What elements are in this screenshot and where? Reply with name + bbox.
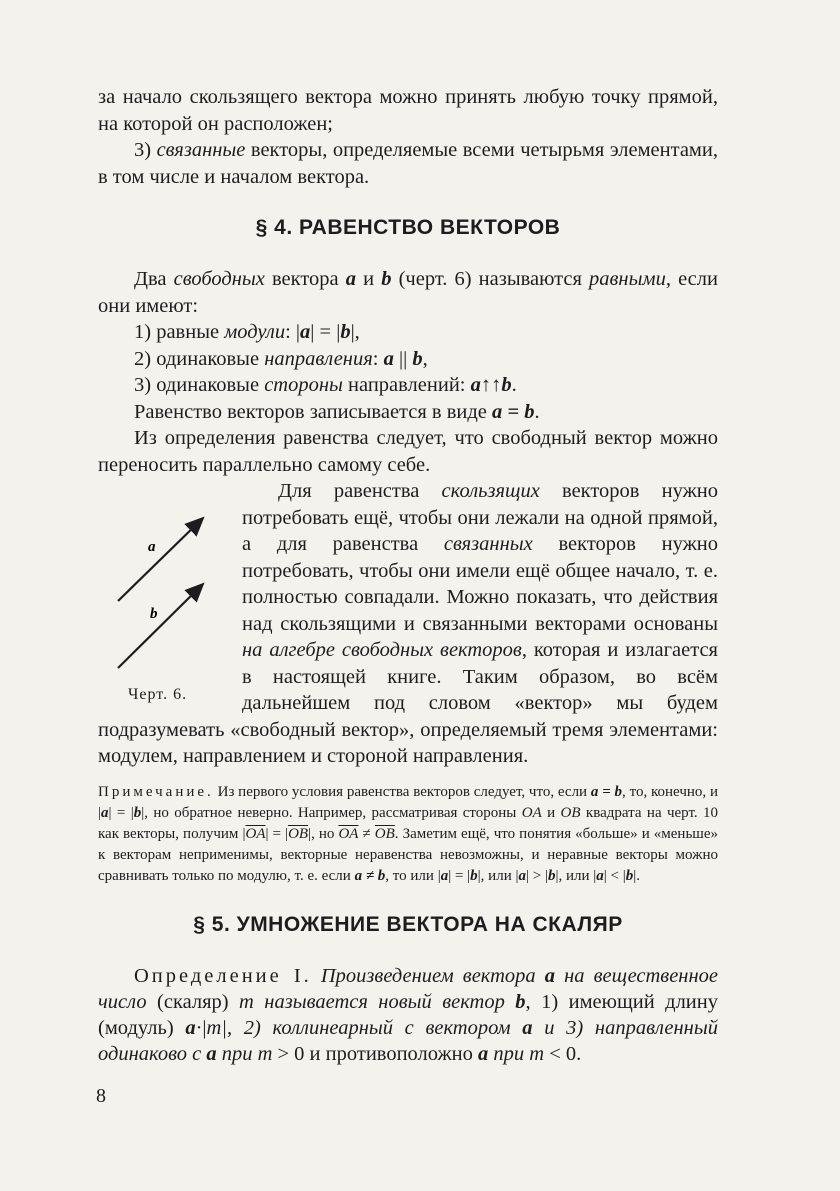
condition-3: 3) одинаковые стороны направлений: a↑↑b. bbox=[134, 374, 517, 396]
vector-a-arrow bbox=[118, 518, 203, 601]
sliding-bound-paragraph: Для равенства скользящих векторов нужно потребовать ещё, чтобы они лежали на одной прямой, а для равенства связанных векторов нужно потребовать, чтобы они имели ещё общее начало, т. е. полностью совпадали. Можно показать, что действия над скользящими и связанными векторами основаны на алгебре свободных векторов, которая и излагается в настоящей книге. Таким образом, во всём дальнейшем под словом «вектор» мы будем подразумевать «свободный вектор», определяемый тремя элементами: модулем, направлением и стороной направления. bbox=[98, 480, 719, 767]
definition-1: Определение I. Произведением вектора a на вещественное число (скаляр) m называется новый вектор b, 1) имеющий длину (модуль) a·|m|, 2) коллинеарный с вектором a и 3) направленный одинаково с a при m > 0 и противоположно a при m < 0. bbox=[98, 964, 718, 1065]
section-4-heading: § 4. РАВЕНСТВО ВЕКТОРОВ bbox=[255, 216, 561, 239]
page-number: 8 bbox=[96, 1085, 106, 1107]
vector-b-label: b bbox=[150, 606, 158, 622]
parallel-transfer-paragraph: Из определения равенства следует, что свободный вектор можно переносить параллельно самому себе. bbox=[98, 427, 718, 476]
s4-definition: Два свободных вектора a и b (черт. 6) называются равными, если они имеют: bbox=[98, 268, 718, 317]
condition-2: 2) одинаковые направления: a || b, bbox=[134, 347, 428, 370]
note-paragraph: Примечание. Из первого условия равенства векторов следует, что, если a = b, то, конечно, и |a| = |b|, но обратное неверно. Например, рассматривая стороны OA и OB квадрата на черт. 10 как векторы, получим $|\overline{OA}| = |\overline{OB}|$, но $\overline{OA} \ne \overline{OB}$. Заметим ещё, что понятия «больше» и «меньше» к векторам неприменимы, векторные неравенства невозможны, и неравные векторы можно сравнивать только по модулю, т. е. если a ≠ b, то или |a| = |b|, или |a| > |b|, или |a| < |b|. bbox=[98, 783, 719, 884]
condition-1: 1) равные модули: |a| = |b|, bbox=[134, 321, 360, 343]
figure-6-caption: Черт. 6. bbox=[128, 686, 188, 703]
section-5-heading: § 5. УМНОЖЕНИЕ ВЕКТОРА НА СКАЛЯР bbox=[193, 912, 623, 936]
figure-block bbox=[98, 478, 718, 770]
page-body bbox=[98, 84, 718, 1067]
figure-6 bbox=[98, 506, 228, 706]
intro-paragraph: за начало скользящего вектора можно принять любую точку прямой, на которой он расположен; bbox=[98, 86, 718, 135]
vector-a-label: a bbox=[148, 539, 156, 555]
equality-notation: Равенство векторов записывается в виде a = b. bbox=[134, 400, 540, 423]
vector-b-arrow bbox=[118, 584, 203, 668]
conditions-list bbox=[98, 319, 718, 425]
intro-item-3: 3) связанные векторы, определяемые всеми четырьмя элементами, в том числе и началом вектора. bbox=[98, 139, 719, 188]
figure-6-drawing bbox=[98, 506, 228, 686]
